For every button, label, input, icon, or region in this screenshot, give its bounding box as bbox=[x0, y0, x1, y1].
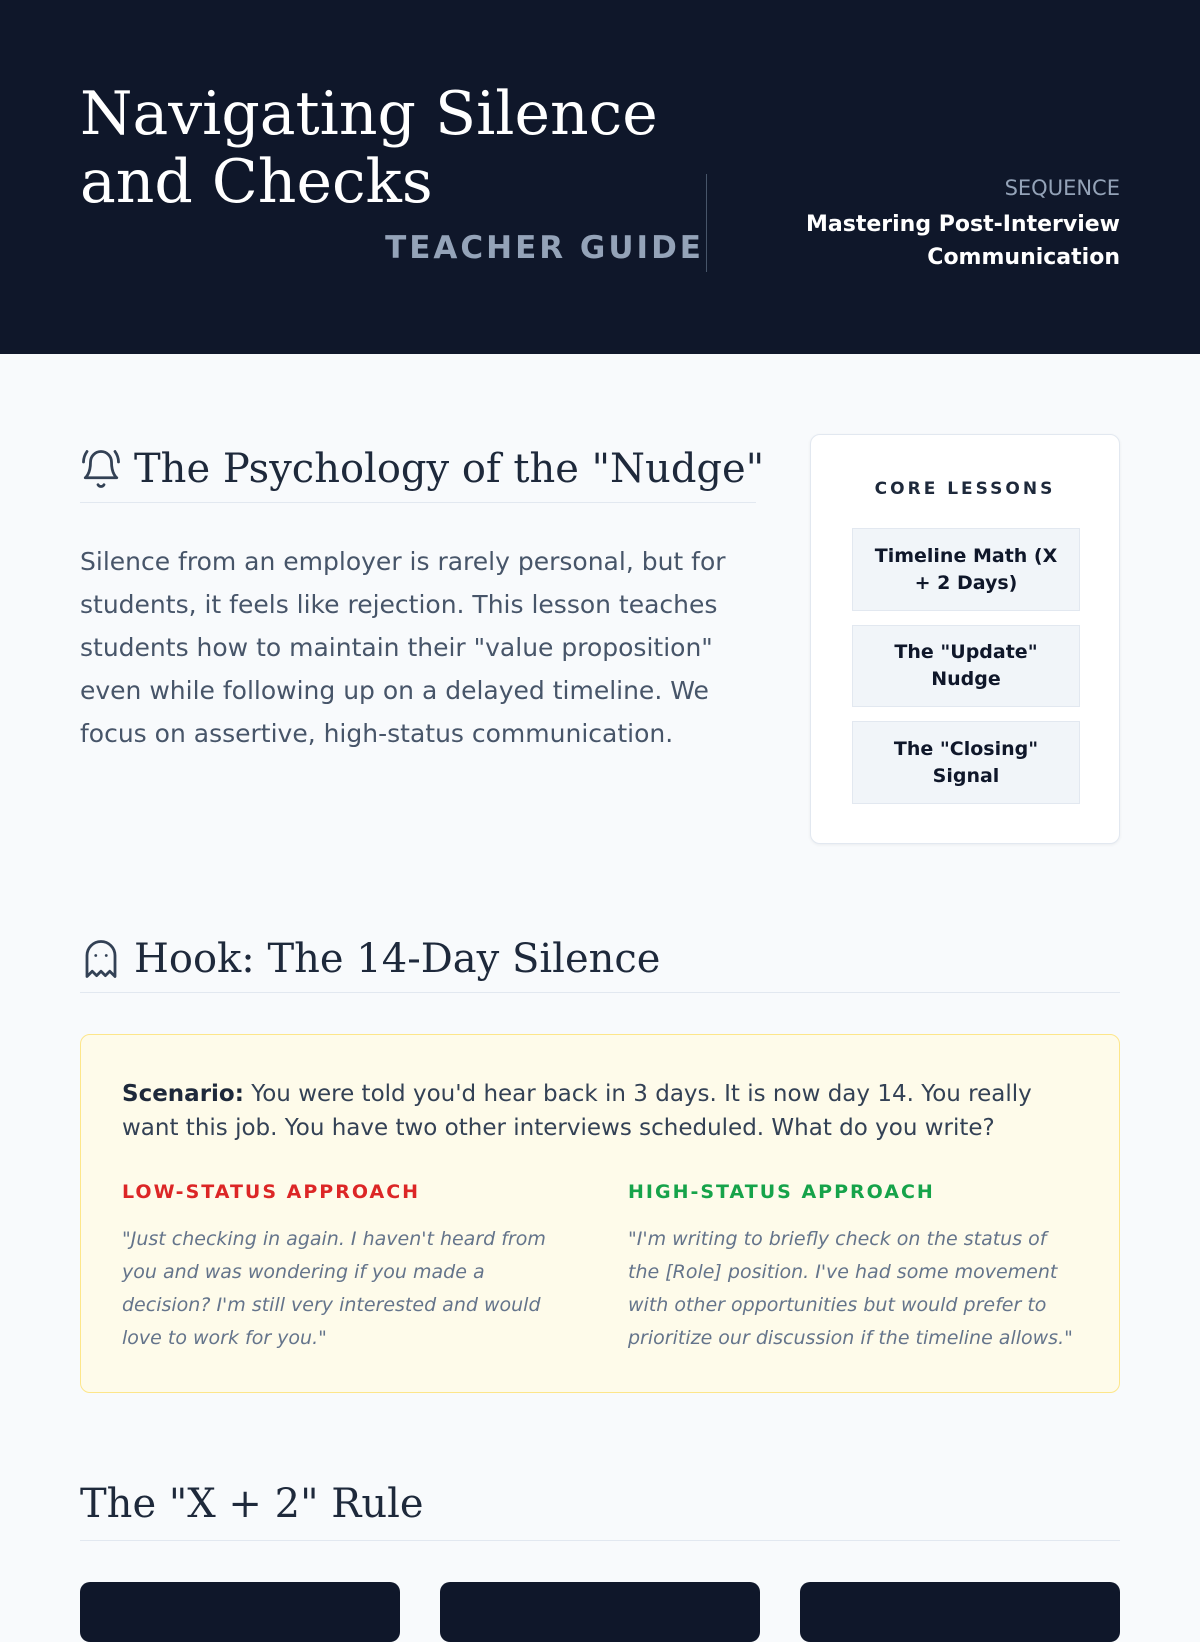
psychology-body: Silence from an employer is rarely personal, but for students, it feels like rejection. This lesson teaches students how to maintain their "value proposition" even while following up on a delayed timeline. We focus on assertive, high-status communication. bbox=[80, 547, 726, 748]
page-header bbox=[0, 0, 1200, 354]
rule-card bbox=[440, 1582, 760, 1642]
scenario-card bbox=[80, 1034, 1120, 1393]
rule-heading: The "X + 2" Rule bbox=[80, 1481, 424, 1527]
sequence-label: SEQUENCE bbox=[1004, 176, 1120, 200]
core-lessons-panel bbox=[810, 434, 1120, 844]
psychology-section-heading bbox=[80, 436, 765, 503]
header-divider bbox=[706, 174, 707, 272]
scenario-text bbox=[122, 1077, 1082, 1145]
core-lesson-item[interactable]: The "Update" Nudge bbox=[852, 625, 1080, 707]
high-status-label: HIGH-STATUS APPROACH bbox=[628, 1181, 935, 1203]
core-lesson-item[interactable]: Timeline Math (X + 2 Days) bbox=[852, 528, 1080, 611]
rule-card bbox=[800, 1582, 1120, 1642]
ghost-icon bbox=[80, 938, 122, 980]
page-title: Navigating Silence and Checks bbox=[80, 79, 658, 217]
low-status-quote: "Just checking in again. I haven't heard from you and was wondering if you made a decision? I'm still very interested and would love to work for you." bbox=[122, 1228, 546, 1349]
sequence-value: Mastering Post-Interview Communication bbox=[806, 212, 1120, 270]
core-lessons-title: CORE LESSONS bbox=[874, 479, 1056, 499]
bell-ring-icon bbox=[80, 448, 122, 490]
low-status-label: LOW-STATUS APPROACH bbox=[122, 1181, 421, 1203]
rule-section-heading bbox=[80, 1468, 1120, 1541]
rule-card bbox=[80, 1582, 400, 1642]
scenario-body: You were told you'd hear back in 3 days. It is now day 14. You really want this job. You have two other interviews scheduled. What do you write? bbox=[122, 1081, 1032, 1141]
core-lesson-item[interactable]: The "Closing" Signal bbox=[852, 721, 1080, 804]
guide-label: TEACHER GUIDE bbox=[385, 230, 704, 266]
high-status-quote: "I'm writing to briefly check on the status of the [Role] position. I've had some movement with other opportunities but would prefer to prioritize our discussion if the timeline allows." bbox=[628, 1228, 1073, 1349]
hook-section-heading bbox=[80, 926, 1120, 993]
scenario-label: Scenario: bbox=[122, 1081, 244, 1107]
psychology-heading: The Psychology of the "Nudge" bbox=[134, 446, 765, 492]
hook-heading: Hook: The 14-Day Silence bbox=[134, 936, 661, 982]
